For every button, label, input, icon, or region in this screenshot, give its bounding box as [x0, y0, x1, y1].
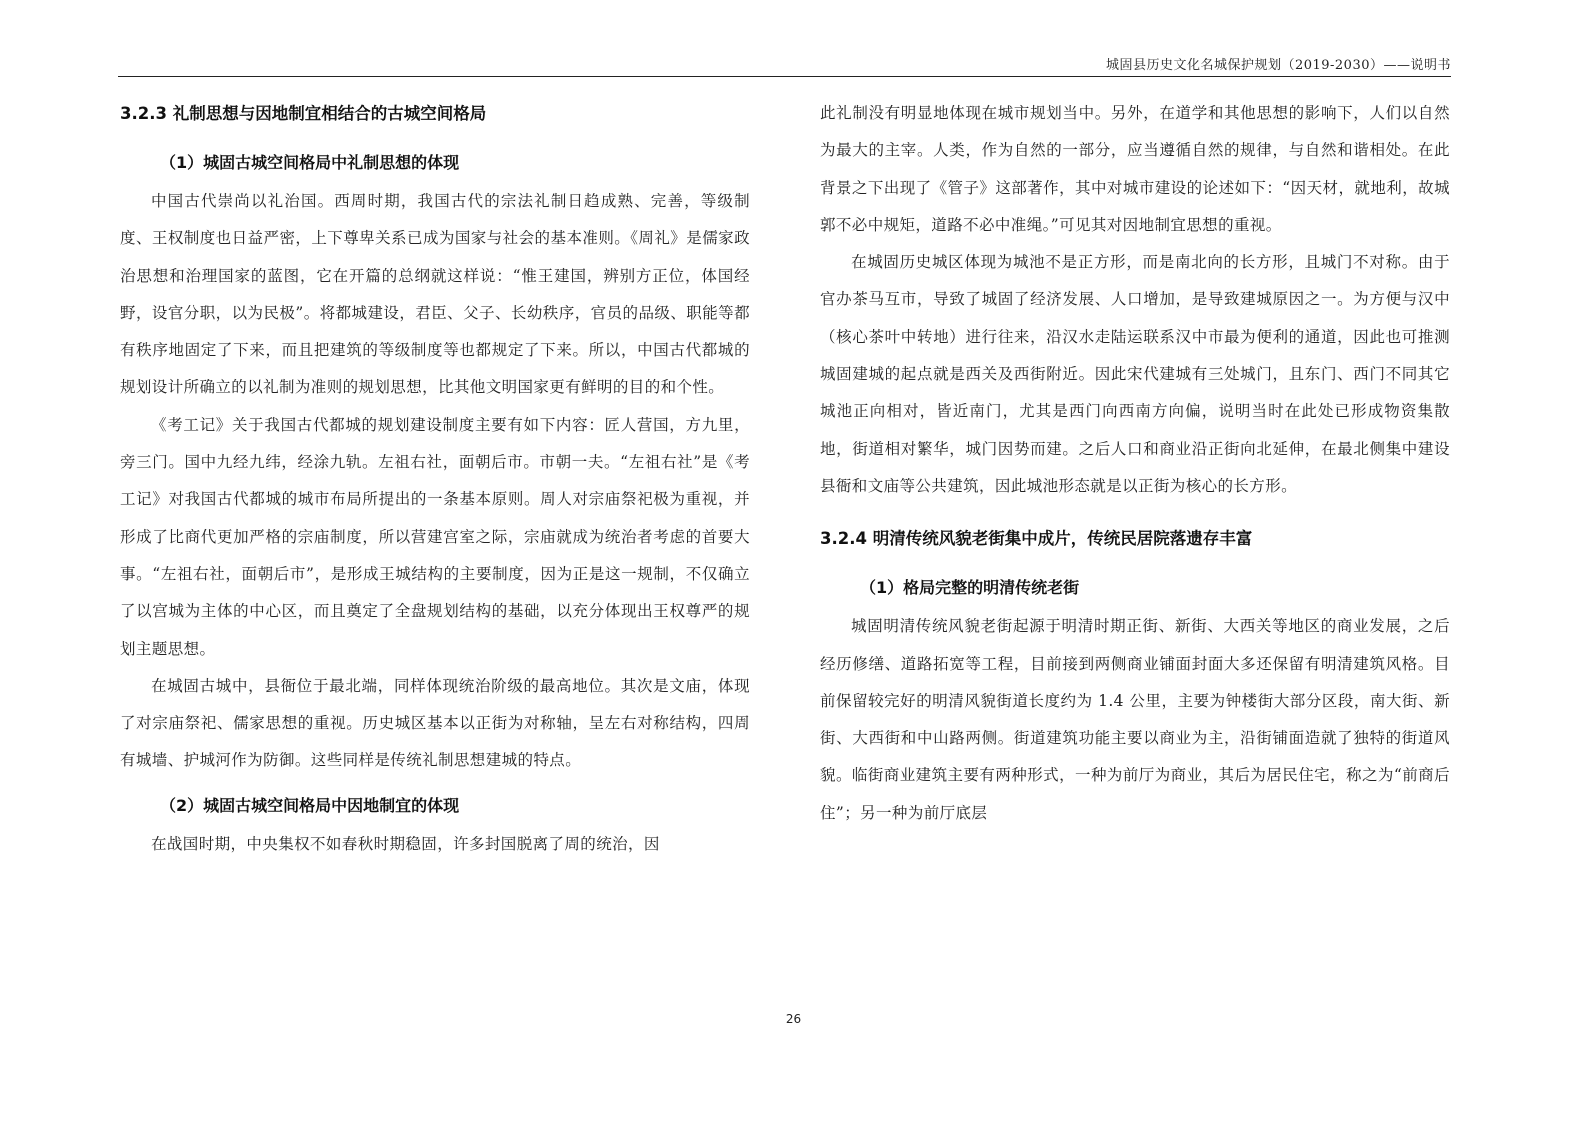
- paragraph-chenggu-ancient-city: 在城固古城中，县衙位于最北端，同样体现统治阶级的最高地位。其次是文庙，体现了对宗庙祭祀、儒家思想的重视。历史城区基本以正街为对称轴，呈左右对称结构，四周有城墙、护城河作为防御。这些同样是传统礼制思想建城的特点。: [120, 676, 750, 770]
- section-heading-3-2-4: 3.2.4 明清传统风貌老街集中成片，传统民居院落遗存丰富: [820, 529, 1253, 549]
- running-header: 城固县历史文化名城保护规划（2019-2030）——说明书: [1105, 58, 1451, 73]
- page-number: 26: [785, 1012, 802, 1026]
- right-column: [820, 92, 1450, 832]
- subheading-local-adaptation: （2）城固古城空间格局中因地制宜的体现: [160, 795, 460, 815]
- paragraph-zhouli: 中国古代崇尚以礼治国。西周时期，我国古代的宗法礼制日趋成熟、完善，等级制度、王权制度也日益严密，上下尊卑关系已成为国家与社会的基本准则。《周礼》是儒家政治思想和治理国家的蓝图，它在开篇的总纲就这样说：“惟王建国，辨别方正位，体国经野，设官分职，以为民极”。将都城建设，君臣、父子、长幼秩序，官员的品级、职能等都有秩序地固定了下来，而且把建筑的等级制度等也都规定了下来。所以，中国古代都城的规划设计所确立的以礼制为准则的规划思想，比其他文明国家更有鲜明的目的和个性。: [120, 192, 750, 397]
- paragraph-kaogongji: 《考工记》关于我国古代都城的规划建设制度主要有如下内容：匠人营国，方九里，旁三门。国中九经九纬，经涂九轨。左祖右社，面朝后市。市朝一夫。“左祖右社”是《考工记》对我国古代都城的城市布局所提出的一条基本原则。周人对宗庙祭祀极为重视，并形成了比商代更加严格的宗庙制度，所以营建宫室之际，宗庙就成为统治者考虑的首要大事。“左祖右社，面朝后市”，是形成王城结构的主要制度，因为正是这一规制，不仅确立了以宫城为主体的中心区，而且奠定了全盘规划结构的基础，以充分体现出王权尊严的规划主题思想。: [120, 415, 750, 658]
- paragraph-guanzi-continued: 此礼制没有明显地体现在城市规划当中。另外，在道学和其他思想的影响下，人们以自然为最大的主宰。人类，作为自然的一部分，应当遵循自然的规律，与自然和谐相处。在此背景之下出现了《管子》这部著作，其中对城市建设的论述如下：“因天材，就地利，故城郭不必中规矩，道路不必中准绳。”可见其对因地制宜思想的重视。: [820, 104, 1450, 234]
- header-divider: [118, 76, 1451, 77]
- paragraph-ming-qing-streets: 城固明清传统风貌老街起源于明清时期正街、新街、大西关等地区的商业发展，之后经历修缮、道路拓宽等工程，目前接到两侧商业铺面封面大多还保留有明清建筑风格。目前保留较完好的明清风貌街道长度约为 1.4 公里，主要为钟楼街大部分区段，南大街、新街、大西街和中山路两侧。街道建筑功能主要以商业为主，沿街铺面造就了独特的街道风貌。临街商业建筑主要有两种形式，一种为前厅为商业，其后为居民住宅，称之为“前商后住”；另一种为前厅底层: [820, 617, 1450, 822]
- paragraph-warring-states: 在战国时期，中央集权不如春秋时期稳固，许多封国脱离了周的统治，因: [151, 834, 660, 853]
- subheading-old-streets: （1）格局完整的明清传统老街: [860, 578, 1080, 598]
- subheading-ritual-thought: （1）城固古城空间格局中礼制思想的体现: [160, 153, 460, 172]
- paragraph-city-shape: 在城固历史城区体现为城池不是正方形，而是南北向的长方形，且城门不对称。由于官办茶马互市，导致了城固了经济发展、人口增加，是导致建城原因之一。为方便与汉中（核心茶叶中转地）进行往来，沿汉水走陆运联系汉中市最为便利的通道，因此也可推测城固建城的起点就是西关及西街附近。因此宋代建城有三处城门，且东门、西门不同其它城池正向相对，皆近南门，尤其是西门向西南方向偏，说明当时在此处已形成物资集散地，街道相对繁华，城门因势而建。之后人口和商业沿正街向北延伸，在最北侧集中建设县衙和文庙等公共建筑，因此城池形态就是以正街为核心的长方形。: [820, 253, 1450, 495]
- section-heading-3-2-3: 3.2.3 礼制思想与因地制宜相结合的古城空间格局: [120, 104, 487, 123]
- left-column: [120, 92, 750, 863]
